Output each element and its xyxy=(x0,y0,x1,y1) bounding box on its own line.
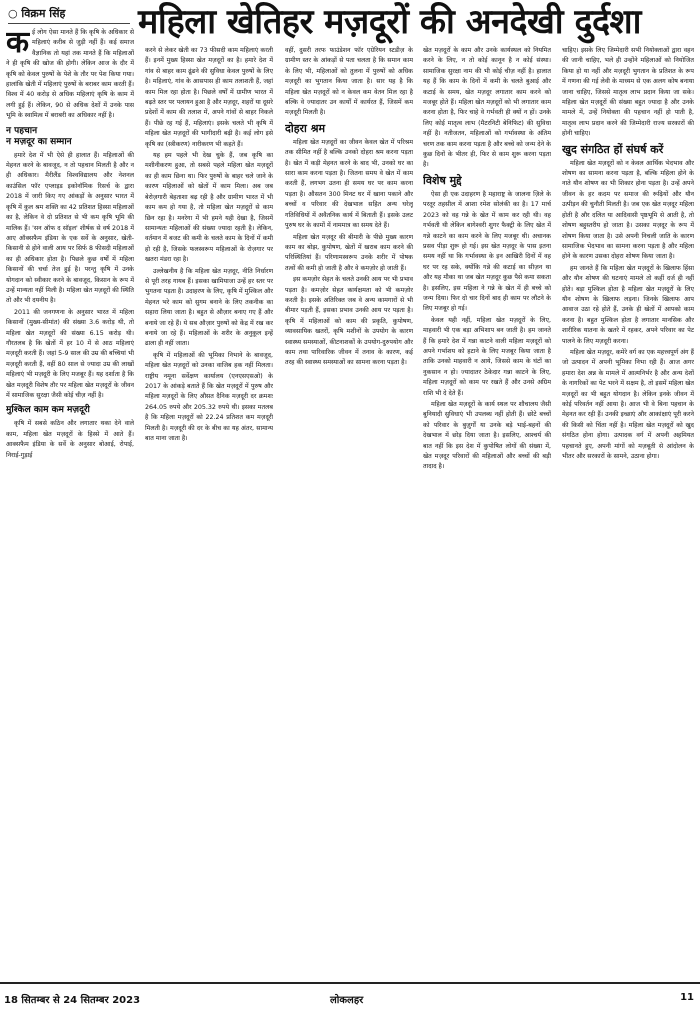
article-column-1 xyxy=(6,28,134,978)
article-column-2 xyxy=(145,46,273,978)
page-footer xyxy=(0,982,700,1014)
body-paragraph: महिला खेत मज़दूर, कमेरे वर्ग का एक महत्त्वपूर्ण अंग हैं जो उत्पादन में अपनी भूमिका निभा रही हैं। आज अगर हमारा देश अन्न के मामले में आत्मनिर्भर है और अन्य देशों के नागरिकों का पेट भरने में सक्षम है, तो इसमें महिला खेत मज़दूरों का भी बहुत योगदान है। लेकिन इनके जीवन में कोई परिवर्तन नहीं आया है। आज भी वे बिना पहचान के मेहनत कर रही हैं। उनकी इच्छाएं और आकांक्षाएं पूरी करने की किसी को चिंता नहीं है। महिला खेत मज़दूरों को खुद संगठित होना होगा। उत्पादक वर्ग में अपनी अहमियत पहचानते हुए, अपनी मांगों को मज़बूती से आंदोलन के भीतर और सरकारों के सामने, उठाना होगा। xyxy=(562,348,694,461)
body-paragraph: 2011 की जनगणना के अनुसार भारत में महिला किसानों (मुख्य-सीमांत) की संख्या 3.6 करोड़ थी, तो महिला खेत मज़दूरों की संख्या 6.15 करोड़ थी। गौरतलब है कि खेतों में हर 10 में से आठ महिलाएं मज़दूरी करती हैं। जहां 5-9 साल की उम्र की बच्चियां भी मज़दूरी करती हैं, वहीं 80 साल से ज्यादा उम्र की लाखों महिलाएं भी मज़दूरी के लिए मजबूर हैं। यह दर्शाता है कि खेत मज़दूरी विशेष तौर पर महिला खेत मज़दूरों के जीवन में सामाजिक सुरक्षा जैसी कोई चीज़ नहीं है। xyxy=(6,308,134,399)
section-heading: दोहरा श्रम xyxy=(285,121,326,135)
body-paragraph: महिला खेत मज़दूर की बीमारी के पीछे मुख्य कारण काम का बोझ, कुपोषण, खेतों में खराब काम करने की परिस्थितियां हैं। परिणामस्वरूप उनके शरीर में पोषक तत्वों की कमी हो जाती है और वे कमज़ोर हो जाती हैं। xyxy=(285,233,413,272)
article-headline: महिला खेतिहर मज़दूरों की अनदेखी दुर्दशा xyxy=(138,2,641,42)
body-paragraph: वहीं, दुसरी तरफ फाउंडेशन फॉर एग्रेरियन स्टडीज़ के ग्रामीण स्तर के आंकड़ों से पता चलता है कि समान काम के लिए भी, महिलाओं को तुलना में पुरुषों को अधिक मज़दूरी का भुगतान किया जाता है। सार यह है कि महिला खेत मज़दूरों को न केवल कम वेतन मिल रहा है बल्कि वे ज्यादातर उन कार्यों में कार्यरत हैं, जिसमें कम मज़दूरी मिलती है। xyxy=(285,47,413,117)
body-paragraph: इस कमज़ोर सेहत के चलते उनकी आय पर भी प्रभाव पड़ता है। कमज़ोर सेहत कार्यक्षमता को भी कमज़ोर करती है। इसके अतिरिक्त जब वे अन्य कामगारों से भी बीमार पड़ती हैं, इसका प्रभाव उनकी आय पर पड़ता है। कृषि में महिलाओं को काम की प्रकृति, कुपोषण, व्यावसायिक खतरों, कृषि मशीनों के उपयोग के कारण स्वास्थ्य समस्याओं, कीटनाशकों के उपयोग-दुरुपयोग और काम तथा पारिवारिक जीवन में तनाव के कारण, कई तरह की स्वास्थ्य समस्याओं का सामना करना पड़ता है। xyxy=(285,276,413,367)
section-heading: न मज़दूर का सम्मान xyxy=(6,136,72,147)
author-byline: ○ विक्रम सिंह xyxy=(8,6,130,24)
article-column-5 xyxy=(562,46,694,978)
body-paragraph: महिला खेत मज़दूरों को न केवल आर्थिक भेदभाव और शोषण का सामना करना पड़ता है, बल्कि महिला होने के नाते यौन शोषण का भी शिकार होना पड़ता है। उन्हें अपने जीवन के हर कदम पर समाज की रूढ़ियों और यौन उत्पीड़न की चुनौती मिलती है। जब एक खेत मज़दूर महिला होती है और दलित या आदिवासी पृष्ठभूमि से आती है, तो शोषण बहुस्तरीय हो जाता है। उसका मज़दूर के रूप में शोषण किया जाता है। उसे अपनी निचली जाति के कारण सामाजिक भेदभाव का सामना करना पड़ता है और महिला होने के कारण उसका दोहरा शोषण किया जाता है। xyxy=(562,159,694,261)
section-heading: विशेष मुद्दे xyxy=(423,173,462,187)
article-column-3 xyxy=(285,46,413,978)
body-paragraph: हमारे देश में भी ऐसे ही हालात हैं। महिलाओं की मेहनत करने के बावजूद, न तो पहचान मिलती है और न ही अधिकार। मैरीलैंड विश्वविद्यालय और नेशनल काउंसिल फॉर एप्लाइड इकोनॉमिक रिसर्च के द्वारा 2018 में जारी किए गए आंकड़ों के अनुसार भारत में कृषि में कुल श्रम शक्ति का 42 प्रतिशत हिस्सा महिलाओं का है, लेकिन वे दो प्रतिशत से भी कम कृषि भूमि की मालिक हैं। 'सन ऑफ द सॉइल' शीर्षक से वर्ष 2018 में आए ऑक्सफैम इंडिया के एक सर्वे के अनुसार, खेती-किसानी से होने वाली आय पर सिर्फ 8 फीसदी महिलाओं का ही अधिकार होता है। पिछले कुछ वर्षों में महिला किसानों की चर्चा तेज हुई है। परन्तु कृषि में उनके योगदान को स्वीकार करने के बावजूद, किसान के रूप में उन्हें मान्यता नहीं मिली है। महिला खेत मज़दूरों की स्थिति तो और भी दयनीय है। xyxy=(6,151,134,305)
issue-date: 18 सितम्बर से 24 सितम्बर 2023 xyxy=(4,995,141,1006)
publication-name: लोकलहर xyxy=(330,995,364,1006)
body-paragraph: खेत मज़दूरों के काम और उनके कार्यस्थल को नियमित करने के लिए, न तो कोई कानून है न कोई संस्था। सामाजिक सुरक्षा नाम की भी कोई चीज़ नहीं है। हालात यह हैं कि काम के दिनों में कमी के चलते बुआई और कटाई के समय, खेत मज़दूर लगातार काम करने को मजबूर होते हैं। महिला खेत मज़दूरों को भी लगातार काम करना होता है, फिर चाहे वे गर्भवती ही क्यों न हों। उनके लिए कोई मातृत्व लाभ (मैटरनिटी बेनिफिट) की सुविधा नहीं है। नतीजतन, महिलाओं को गर्भावस्था के अंतिम चरण तक काम करना पड़ता है और बच्चे को जन्म देने के कुछ दिनों के भीतर ही, फिर से काम शुरू करना पड़ता है। xyxy=(423,47,551,169)
body-paragraph: कृषि में सबसे कठिन और लगातार थका देने वाले काम, महिला खेत मज़दूरों के हिस्से में आते हैं। आक्सफैम इंडिया के सर्वे के अनुसार बोआई, रोपाई, निराई-गुड़ाई xyxy=(6,420,134,459)
body-paragraph: यह हम पहले भी देख चुके हैं, जब कृषि का मशीनीकरण हुआ, तो सबसे पहले महिला खेत मज़दूरों का ही काम छिना था। फिर पुरुषों के बाहर चले जाने के कारण महिलाओं को खेतों में काम मिला। अब जब बेरोज़गारी बेहताशा बढ़ रही है और ग्रामीण भारत में भी काम कम हो गया है, तो महिला खेत मज़दूरों से काम छिन रहा है। मनरेगा में भी हमने यही देखा है, जिसमें सामान्यतः महिलाओं की संख्या ज्यादा रहती है। लेकिन, वर्तमान में बजट की कमी के चलते काम के दिनों में कमी हो रही है, जिसके फलस्वरूप महिलाओं के रोज़गार पर खतरा मंडरा रहा है। xyxy=(145,152,273,264)
body-paragraph: कृषि में महिलाओं की भूमिका निभाने के बावजूद, महिला खेत मज़दूरों को उनका वाजिब हक नहीं मिलता। राष्ट्रीय नमूना सर्वेक्षण कार्यालय (एनएसएसओ) के 2017 के आंकड़े बताते हैं कि खेत मज़दूरों में पुरुष और महिला मज़दूरों के लिए औसत दैनिक मज़दूरी दर क्रमशः 264.05 रुपये और 205.32 रुपये थी। इसका मतलब है कि महिला मज़दूरों को 22.24 प्रतिशत कम मज़दूरी मिलती है। मज़दूरी की दर के बीच का यह अंतर, सामान्य बात माना जाता है। xyxy=(145,351,273,443)
body-paragraph: हम जानते हैं कि महिला खेत मज़दूरों के खिलाफ हिंसा और यौन शोषण की घटनाएं मामले तो कहीं दर्ज ही नहीं होते। बड़ा मुश्किल होता है महिला खेत मज़दूरों के लिए यौन शोषण के खिलाफ लड़ना। जिनके खिलाफ आप आवाज उठा रहे होते हैं, उनके ही खेतों में आपको काम करना है। बहुत मुश्किल होता है लगातार मानसिक और शारीरिक यातना के खतरे में रहकर, अपने परिवार का पेट पालने के लिए मज़दूरी करना। xyxy=(562,264,694,345)
body-paragraph: महिला खेत मज़दूरों के कार्य स्थल पर शौचालय जैसी बुनियादी सुविधाएं भी उपलब्ध नहीं होती हैं। छोटे बच्चों को परिवार के बुज़ुर्गों या उनके बड़े भाई-बहनों की देखभाल में छोड़ दिया जाता है। इसलिए, आश्चर्य की बात नहीं कि इस देश में कुपोषित लोगों की संख्या में, खेत मज़दूर परिवारों की महिलाओं और बच्चों की बड़ी तादाद है। xyxy=(423,401,551,471)
body-paragraph: केवल यही नहीं, महिला खेत मज़दूरों के लिए, माहवारी भी एक बड़ा अभिशाप बन जाती है। हम जानते हैं कि हमारे देश में गन्ना काटने वाली महिला मज़दूरों को अपने गर्भाशय को हटाने के लिए मजबूर किया जाता है ताकि उनको माहवारी न आये, जिससे काम के घंटों का नुकसान न हो। ज्यादातर ठेकेदार गन्ना काटने के लिए, महिला मज़दूरों को काम पर रखते हैं और उनसे अग्रिम राशि भी दे देते हैं। xyxy=(423,316,551,397)
body-paragraph: चाहिए। इसके लिए जिम्मेदारी सभी नियोक्ताओं द्वारा वहन की जानी चाहिए, भले ही उन्होंने महिलाओं को नियोजित किया हो या नहीं और मज़दूरी भुगतान के प्रतिशत के रूप में गणना की गई लेवी के माध्यम से एक अलग कोष बनाया जाना चाहिए, जिससे मातृत्व लाभ प्रदान किया जा सके। महिला खेत मज़दूरों की संख्या बहुत ज्यादा है और उनके मामले में, उन्हें नियोक्ता की पहचान नहीं हो पाती है, मातृत्व लाभ प्रदान करने की जिम्मेदारी राज्य सरकारों की होनी चाहिए। xyxy=(562,47,694,138)
page-number: 11 xyxy=(680,992,694,1003)
body-paragraph: उल्लेखनीय है कि महिला खेत मज़दूर, नीति निर्धारण से पूरी तरह गायब हैं। इसका खामियाजा उन्हें हर स्तर पर भुगतना पड़ता है। उदाहरण के लिए, कृषि में मुश्किल और मेहनत भरे काम को सुगम बनाने के लिए तकनीक का सहारा लिया जाता है। बहुत से औज़ार बनाए गए हैं और बनाये जा रहे हैं। ये सब औज़ार पुरुषों को केंद्र में रख कर बनाये जा रहे हैं। महिलाओं के शरीर के अनुकूल इन्हें ढाला ही नहीं जाता। xyxy=(145,267,273,348)
body-paragraph: ऐसा ही एक उदाहरण है महाराष्ट्र के जालना ज़िले के परतूर तहसील में आशा रमेश सोलंकी का है। 17 मार्च 2023 को वह गन्ने के खेत में काम कर रही थी। वह गर्भवती थी लेकिन बागेश्वरी शुगर फैक्ट्री के लिए खेत में गन्ने काटने का काम करने के लिए मजबूर थी। अचानक प्रसव पीड़ा शुरू हो गई। इस खेत मज़दूर के पास इतना समय नहीं था कि गर्भावस्था के इन आखिरी दिनों में वह घर पर रह सके, क्योंकि गन्ने की कटाई का सीज़न था और यह मौका था जब खेत मज़दूर कुछ पैसे कमा सकता है। इसलिए, इस महिला ने गन्ने के खेत में ही बच्चे को जन्म दिया। फिर दो चार दिनों बाद ही काम पर लौटने के लिए मजबूर हो गई। xyxy=(423,190,551,313)
section-label: न पहचान xyxy=(6,125,38,136)
intro-paragraph xyxy=(6,28,134,122)
body-paragraph: करने से लेकर खेती का 73 फीसदी काम महिलाएं करती हैं। इनमें मुख्य हिस्सा खेत मज़दूरों का है। हमारे देश में गांव से बाहर काम ढूंढने की सुविधा केवल पुरुषों के लिए है। महिलाएं, गांव के आसपास ही काम तलाशती हैं, जहां काम मिल रहा होता है। पिछले वर्षों में ग्रामीण भारत में बढ़ते स्तर पर पलायन हुआ है और मज़दूर, शहरों या दूसरे प्रदेशों में काम की तलाश में, अपने गांवों से बाहर निकले हैं। पीछे रह गई हैं, महिलाएं। इसके चलते भी कृषि में महिला खेत मज़दूरों की भागीदारी बढ़ी है। कई लोग इसे कृषि का (स्त्रीकरण) नारीकरण भी कहते हैं। xyxy=(145,47,273,148)
section-heading: खुद संगठित हों संघर्ष करें xyxy=(562,142,664,156)
article-column-4 xyxy=(423,46,551,978)
body-paragraph: महिला खेत मज़दूरों का जीवन केवल खेत में परिश्रम तक सीमित नहीं है बल्कि उनको दोहरा श्रम करना पड़ता है। खेत में कड़ी मेहनत करने के बाद भी, उनको घर का सारा काम करना पड़ता है। जितना समय वे खेत में काम करती हैं, लगभग उतना ही समय घर पर काम करना पड़ता है। औसतन 300 मिनट घर में खाना पकाने और बच्चों व परिवार की देखभाल सहित अन्य घरेलू गतिविधियों में अवैतनिक कार्य में बिताती हैं। इसके उलट पुरुष घर के कामों में नाममात्र का समय देते हैं। xyxy=(285,138,413,230)
section-heading: मुश्किल काम कम मज़दूरी xyxy=(6,405,90,416)
drop-cap: क xyxy=(6,28,30,60)
intro-text: ई लोग ऐसा मानते हैं कि कृषि के अधिकार से महिलाएं करीब से जुड़ी नहीं हैं। कई समाज वैज्ञानिक तो यहां तक मानते हैं कि महिलाओं ने ही कृषि की खोज की होगी। लेकिन आज के दौर में कृषि को केवल पुरुषों के पेशे के तौर पर पेश किया गया। हालांकि खेती में महिलाएं पुरुषों के बराबर काम करती हैं। विश्व में 40 करोड़ से अधिक महिलाएं कृषि के काम में लगी हुई हैं। लेकिन, 90 से अधिक देशों में उनके पास भूमि के स्वामित्व में बराबरी का अधिकार नहीं है। xyxy=(6,29,134,120)
